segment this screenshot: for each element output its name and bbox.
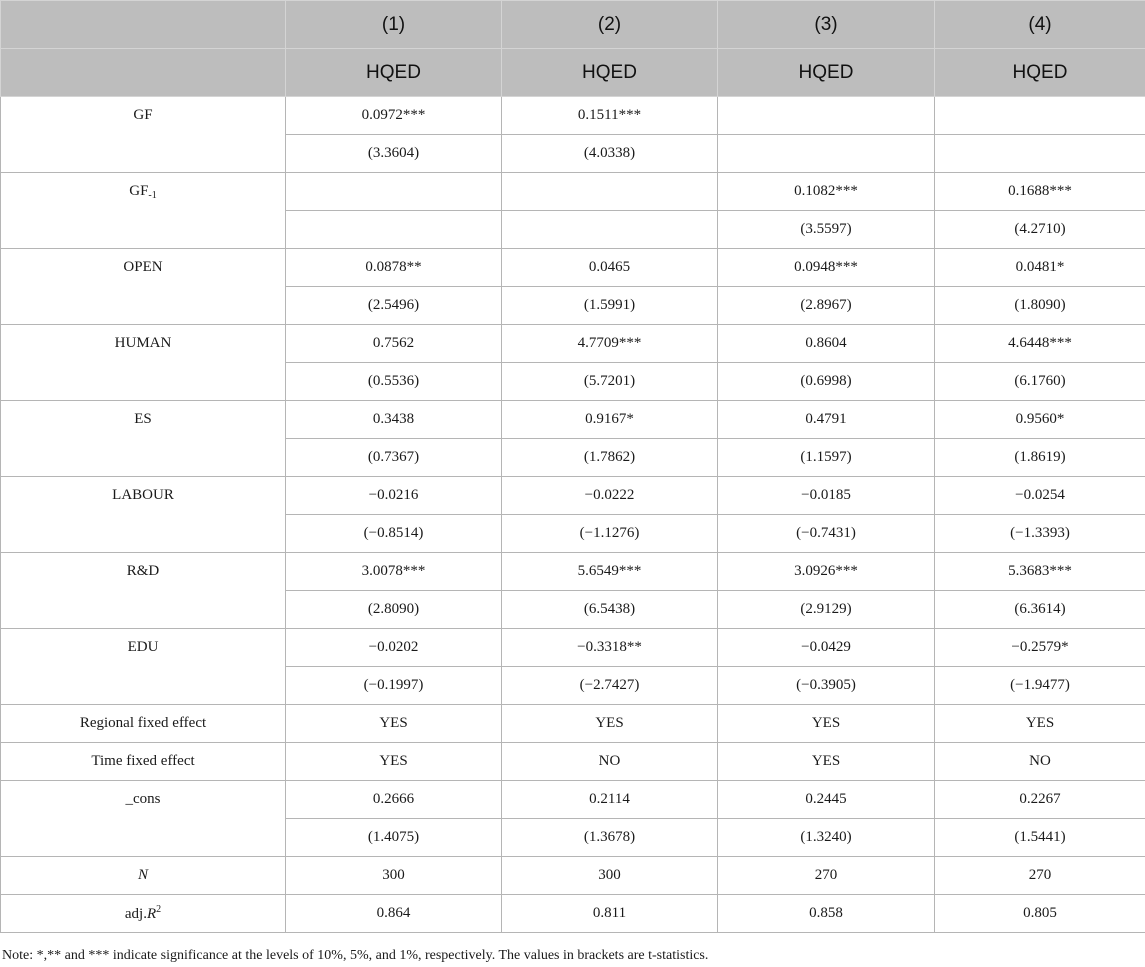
t-statistic-cell: (1.1597) — [718, 439, 935, 477]
table-row-rd-coef — [1, 553, 1145, 591]
value-cell: YES — [718, 743, 935, 781]
coefficient-cell: 0.1688*** — [935, 173, 1145, 211]
table-row-labour-coef — [1, 477, 1145, 515]
t-statistic-cell: (2.5496) — [286, 287, 502, 325]
table-row-open-coef — [1, 249, 1145, 287]
coefficient-cell: −0.2579* — [935, 629, 1145, 667]
value-cell: 0.805 — [935, 895, 1145, 933]
coefficient-cell: 5.3683*** — [935, 553, 1145, 591]
t-statistic-cell: (4.0338) — [502, 135, 718, 173]
t-statistic-cell — [502, 211, 718, 249]
row-label-n: N — [1, 857, 286, 895]
coefficient-cell: 0.2445 — [718, 781, 935, 819]
coefficient-cell: 0.2267 — [935, 781, 1145, 819]
coefficient-cell: 0.0972*** — [286, 97, 502, 135]
dependent-variable: HQED — [718, 49, 935, 97]
header-row-columns — [1, 1, 1145, 49]
coefficient-cell: 0.0948*** — [718, 249, 935, 287]
t-statistic-cell: (1.8090) — [935, 287, 1145, 325]
t-statistic-cell: (2.8967) — [718, 287, 935, 325]
t-statistic-cell: (1.3240) — [718, 819, 935, 857]
header-corner — [1, 49, 286, 97]
coefficient-cell: 3.0078*** — [286, 553, 502, 591]
coefficient-cell — [502, 173, 718, 211]
t-statistic-cell: (1.7862) — [502, 439, 718, 477]
value-cell: 270 — [935, 857, 1145, 895]
table-row-n — [1, 857, 1145, 895]
coefficient-cell: −0.0216 — [286, 477, 502, 515]
value-cell: 0.858 — [718, 895, 935, 933]
t-statistic-cell: (1.8619) — [935, 439, 1145, 477]
table-row-regional-fe — [1, 705, 1145, 743]
table-row-human-coef — [1, 325, 1145, 363]
t-statistic-cell: (1.4075) — [286, 819, 502, 857]
t-statistic-cell: (3.3604) — [286, 135, 502, 173]
t-statistic-cell: (1.3678) — [502, 819, 718, 857]
t-statistic-cell: (0.5536) — [286, 363, 502, 401]
t-statistic-cell: (−0.7431) — [718, 515, 935, 553]
t-statistic-cell: (2.9129) — [718, 591, 935, 629]
t-statistic-cell: (0.6998) — [718, 363, 935, 401]
table-row-cons-coef — [1, 781, 1145, 819]
header-corner — [1, 1, 286, 49]
value-cell: 0.864 — [286, 895, 502, 933]
t-statistic-cell: (−0.8514) — [286, 515, 502, 553]
row-label-cons: _cons — [1, 781, 286, 857]
coefficient-cell: 0.2114 — [502, 781, 718, 819]
table-row-gf-lag-coef — [1, 173, 1145, 211]
value-cell: YES — [286, 705, 502, 743]
row-label-edu: EDU — [1, 629, 286, 705]
value-cell: 0.811 — [502, 895, 718, 933]
coefficient-cell: 4.7709*** — [502, 325, 718, 363]
t-statistic-cell: (0.7367) — [286, 439, 502, 477]
t-statistic-cell: (−0.3905) — [718, 667, 935, 705]
coefficient-cell: 0.0878** — [286, 249, 502, 287]
dependent-variable: HQED — [502, 49, 718, 97]
table-row-adj-r2 — [1, 895, 1145, 933]
t-statistic-cell: (−2.7427) — [502, 667, 718, 705]
row-label-adj-r2 — [1, 895, 286, 933]
coefficient-cell: 5.6549*** — [502, 553, 718, 591]
value-cell: YES — [502, 705, 718, 743]
t-statistic-cell: (6.1760) — [935, 363, 1145, 401]
coefficient-cell: 0.2666 — [286, 781, 502, 819]
row-label-es: ES — [1, 401, 286, 477]
t-statistic-cell: (5.7201) — [502, 363, 718, 401]
table-row-edu-coef — [1, 629, 1145, 667]
t-statistic-cell: (6.3614) — [935, 591, 1145, 629]
coefficient-cell: 0.1511*** — [502, 97, 718, 135]
t-statistic-cell: (4.2710) — [935, 211, 1145, 249]
t-statistic-cell: (2.8090) — [286, 591, 502, 629]
value-cell: YES — [286, 743, 502, 781]
row-label-gf-lag — [1, 173, 286, 249]
coefficient-cell: −0.0222 — [502, 477, 718, 515]
value-cell: 300 — [502, 857, 718, 895]
column-number: (2) — [502, 1, 718, 49]
coefficient-cell: 0.0465 — [502, 249, 718, 287]
coefficient-cell: 3.0926*** — [718, 553, 935, 591]
coefficient-cell: −0.0202 — [286, 629, 502, 667]
column-number: (3) — [718, 1, 935, 49]
coefficient-cell: 0.1082*** — [718, 173, 935, 211]
coefficient-cell — [286, 173, 502, 211]
value-cell: NO — [935, 743, 1145, 781]
row-label-human: HUMAN — [1, 325, 286, 401]
coefficient-cell: 0.0481* — [935, 249, 1145, 287]
row-label-gf-lag-text: GF — [129, 183, 149, 199]
coefficient-cell: −0.3318** — [502, 629, 718, 667]
t-statistic-cell: (−1.1276) — [502, 515, 718, 553]
column-number: (1) — [286, 1, 502, 49]
t-statistic-cell: (−1.3393) — [935, 515, 1145, 553]
row-label-adj-prefix: adj. — [124, 906, 147, 922]
row-label-open: OPEN — [1, 249, 286, 325]
coefficient-cell: 0.9560* — [935, 401, 1145, 439]
row-label-gf: GF — [1, 97, 286, 173]
t-statistic-cell: (−0.1997) — [286, 667, 502, 705]
coefficient-cell: 0.4791 — [718, 401, 935, 439]
coefficient-cell: 0.3438 — [286, 401, 502, 439]
column-number: (4) — [935, 1, 1145, 49]
t-statistic-cell — [286, 211, 502, 249]
row-label-labour: LABOUR — [1, 477, 286, 553]
value-cell: YES — [935, 705, 1145, 743]
coefficient-cell: 0.9167* — [502, 401, 718, 439]
table-row-gf-coef — [1, 97, 1145, 135]
coefficient-cell — [718, 97, 935, 135]
row-label-time-fe: Time fixed effect — [1, 743, 286, 781]
coefficient-cell — [935, 97, 1145, 135]
value-cell: 300 — [286, 857, 502, 895]
value-cell: YES — [718, 705, 935, 743]
t-statistic-cell: (6.5438) — [502, 591, 718, 629]
t-statistic-cell: (1.5441) — [935, 819, 1145, 857]
coefficient-cell: −0.0254 — [935, 477, 1145, 515]
dependent-variable: HQED — [935, 49, 1145, 97]
row-label-regional-fe: Regional fixed effect — [1, 705, 286, 743]
header-row-dependent-vars — [1, 49, 1145, 97]
t-statistic-cell — [718, 135, 935, 173]
coefficient-cell: 4.6448*** — [935, 325, 1145, 363]
row-label-rd: R&D — [1, 553, 286, 629]
row-label-adj-r: R — [146, 906, 157, 922]
value-cell: NO — [502, 743, 718, 781]
dependent-variable: HQED — [286, 49, 502, 97]
table-row-es-coef — [1, 401, 1145, 439]
t-statistic-cell: (−1.9477) — [935, 667, 1145, 705]
t-statistic-cell: (1.5991) — [502, 287, 718, 325]
table-note: Note: *,** and *** indicate significance at the levels of 10%, 5%, and 1%, respectively. The values in brackets are t-statistics. — [2, 948, 709, 963]
t-statistic-cell — [935, 135, 1145, 173]
coefficient-cell: 0.8604 — [718, 325, 935, 363]
coefficient-cell: −0.0429 — [718, 629, 935, 667]
row-label-gf-lag-subscript: -1 — [148, 190, 157, 201]
coefficient-cell: −0.0185 — [718, 477, 935, 515]
value-cell: 270 — [718, 857, 935, 895]
table-row-time-fe — [1, 743, 1145, 781]
row-label-adj-superscript: 2 — [156, 904, 162, 915]
coefficient-cell: 0.7562 — [286, 325, 502, 363]
t-statistic-cell: (3.5597) — [718, 211, 935, 249]
